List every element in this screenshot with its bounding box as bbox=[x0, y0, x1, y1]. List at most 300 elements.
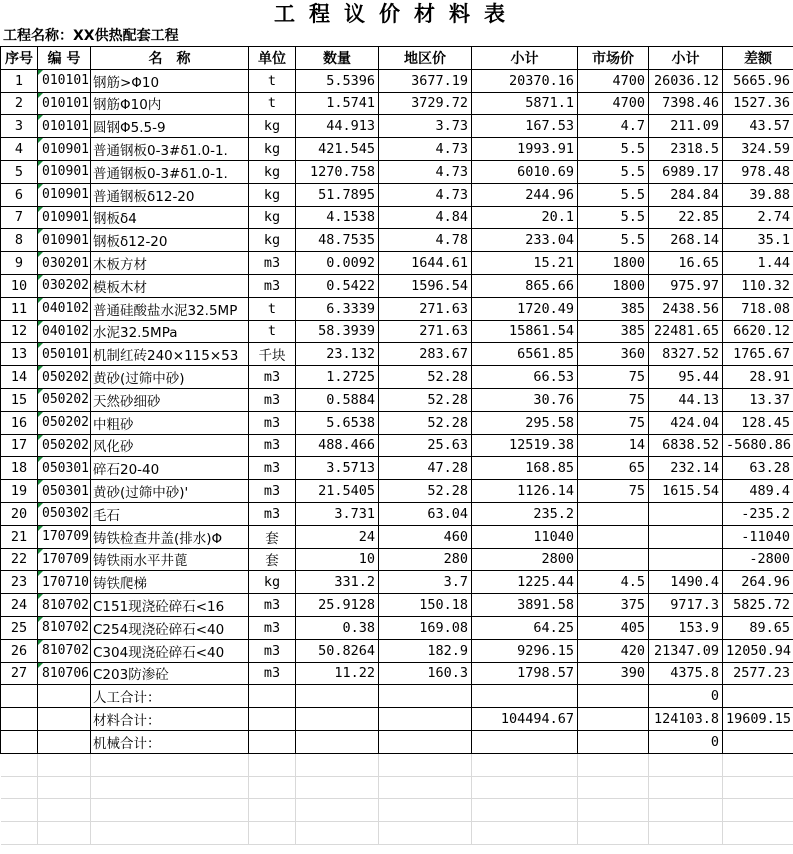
empty-cell[interactable] bbox=[379, 753, 472, 776]
cell-name[interactable]: 机制红砖240×115×53 bbox=[91, 343, 249, 366]
cell-subtotal[interactable]: 235.2 bbox=[472, 502, 578, 525]
cell-regional-price[interactable]: 4.78 bbox=[379, 229, 472, 252]
col-header-market-subtotal[interactable]: 小计 bbox=[649, 47, 723, 70]
cell-market-price[interactable]: 4.7 bbox=[578, 115, 649, 138]
cell-quantity[interactable]: 11.22 bbox=[296, 662, 379, 685]
cell-regional-price[interactable]: 271.63 bbox=[379, 320, 472, 343]
cell-index[interactable]: 13 bbox=[1, 343, 38, 366]
empty-cell[interactable] bbox=[38, 776, 91, 799]
cell-name[interactable]: 钢板δ4 bbox=[91, 206, 249, 229]
cell-index[interactable]: 9 bbox=[1, 252, 38, 275]
empty-cell[interactable] bbox=[296, 799, 379, 822]
empty-cell[interactable] bbox=[91, 799, 249, 822]
cell-code[interactable]: 810702 bbox=[38, 616, 91, 639]
cell-subtotal[interactable]: 12519.38 bbox=[472, 434, 578, 457]
cell-regional-price[interactable] bbox=[379, 685, 472, 708]
cell-quantity[interactable]: 4.1538 bbox=[296, 206, 379, 229]
empty-cell[interactable] bbox=[249, 776, 296, 799]
cell-market-price[interactable]: 385 bbox=[578, 297, 649, 320]
cell-regional-price[interactable]: 52.28 bbox=[379, 366, 472, 389]
cell-code[interactable]: 810702 bbox=[38, 639, 91, 662]
cell-name[interactable]: 木板方材 bbox=[91, 252, 249, 275]
empty-cell[interactable] bbox=[1, 776, 38, 799]
cell-quantity[interactable]: 1.5741 bbox=[296, 92, 379, 115]
cell-market-price[interactable]: 75 bbox=[578, 388, 649, 411]
cell-subtotal[interactable]: 1126.14 bbox=[472, 480, 578, 503]
cell-code[interactable]: 050301 bbox=[38, 480, 91, 503]
cell-index[interactable]: 17 bbox=[1, 434, 38, 457]
cell-subtotal[interactable]: 1798.57 bbox=[472, 662, 578, 685]
cell-subtotal[interactable]: 3891.58 bbox=[472, 594, 578, 617]
cell-index[interactable]: 8 bbox=[1, 229, 38, 252]
cell-code[interactable]: 010101 bbox=[38, 69, 91, 92]
cell-name[interactable]: 中粗砂 bbox=[91, 411, 249, 434]
cell-quantity[interactable] bbox=[296, 708, 379, 731]
col-header-market-price[interactable]: 市场价 bbox=[578, 47, 649, 70]
cell-quantity[interactable]: 0.0092 bbox=[296, 252, 379, 275]
cell-unit[interactable]: kg bbox=[249, 115, 296, 138]
cell-code[interactable]: 170709 bbox=[38, 525, 91, 548]
cell-difference[interactable]: 489.4 bbox=[723, 480, 793, 503]
cell-index[interactable]: 15 bbox=[1, 388, 38, 411]
cell-market-subtotal[interactable]: 975.97 bbox=[649, 274, 723, 297]
cell-unit[interactable]: 千块 bbox=[249, 343, 296, 366]
cell-subtotal[interactable]: 233.04 bbox=[472, 229, 578, 252]
cell-unit[interactable]: kg bbox=[249, 183, 296, 206]
cell-market-subtotal[interactable]: 153.9 bbox=[649, 616, 723, 639]
cell-market-price[interactable]: 4700 bbox=[578, 92, 649, 115]
cell-market-subtotal[interactable]: 2438.56 bbox=[649, 297, 723, 320]
empty-cell[interactable] bbox=[472, 799, 578, 822]
cell-market-price[interactable]: 75 bbox=[578, 366, 649, 389]
cell-code[interactable]: 010901 bbox=[38, 183, 91, 206]
cell-regional-price[interactable]: 283.67 bbox=[379, 343, 472, 366]
cell-quantity[interactable]: 24 bbox=[296, 525, 379, 548]
empty-cell[interactable] bbox=[472, 753, 578, 776]
cell-market-price[interactable]: 5.5 bbox=[578, 229, 649, 252]
cell-market-price[interactable]: 4700 bbox=[578, 69, 649, 92]
cell-market-price[interactable]: 5.5 bbox=[578, 206, 649, 229]
summary-market-subtotal[interactable]: 124103.8 bbox=[649, 708, 723, 731]
empty-cell[interactable] bbox=[1, 799, 38, 822]
cell-quantity[interactable]: 5.6538 bbox=[296, 411, 379, 434]
cell-name[interactable]: 黄砂(过筛中砂)' bbox=[91, 480, 249, 503]
summary-difference[interactable] bbox=[723, 685, 793, 708]
col-header-subtotal[interactable]: 小计 bbox=[472, 47, 578, 70]
cell-code[interactable]: 010101 bbox=[38, 92, 91, 115]
cell-difference[interactable]: 128.45 bbox=[723, 411, 793, 434]
cell-subtotal[interactable]: 15861.54 bbox=[472, 320, 578, 343]
cell-market-price[interactable] bbox=[578, 502, 649, 525]
cell-unit[interactable]: kg bbox=[249, 571, 296, 594]
cell-index[interactable]: 22 bbox=[1, 548, 38, 571]
cell-code[interactable]: 050202 bbox=[38, 366, 91, 389]
cell-market-price[interactable]: 75 bbox=[578, 411, 649, 434]
summary-label[interactable]: 人工合计： bbox=[91, 685, 249, 708]
cell-market-subtotal[interactable]: 9717.3 bbox=[649, 594, 723, 617]
cell-name[interactable]: 普通硅酸盐水泥32.5MP bbox=[91, 297, 249, 320]
summary-difference[interactable] bbox=[723, 730, 793, 753]
cell-regional-price[interactable] bbox=[379, 708, 472, 731]
cell-unit[interactable]: kg bbox=[249, 206, 296, 229]
cell-unit[interactable]: m3 bbox=[249, 502, 296, 525]
cell-subtotal[interactable]: 1225.44 bbox=[472, 571, 578, 594]
cell-code[interactable]: 010901 bbox=[38, 229, 91, 252]
cell-subtotal[interactable]: 5871.1 bbox=[472, 92, 578, 115]
cell-index[interactable] bbox=[1, 685, 38, 708]
cell-quantity[interactable]: 10 bbox=[296, 548, 379, 571]
cell-index[interactable]: 14 bbox=[1, 366, 38, 389]
cell-subtotal[interactable]: 20370.16 bbox=[472, 69, 578, 92]
cell-quantity[interactable]: 488.466 bbox=[296, 434, 379, 457]
cell-subtotal[interactable]: 64.25 bbox=[472, 616, 578, 639]
cell-name[interactable]: 普通钢板0-3#δ1.0-1. bbox=[91, 160, 249, 183]
cell-subtotal[interactable]: 9296.15 bbox=[472, 639, 578, 662]
cell-difference[interactable]: 39.88 bbox=[723, 183, 793, 206]
cell-market-subtotal[interactable]: 1615.54 bbox=[649, 480, 723, 503]
cell-difference[interactable]: 28.91 bbox=[723, 366, 793, 389]
cell-unit[interactable] bbox=[249, 708, 296, 731]
cell-unit[interactable]: m3 bbox=[249, 662, 296, 685]
cell-regional-price[interactable]: 1644.61 bbox=[379, 252, 472, 275]
cell-difference[interactable]: -235.2 bbox=[723, 502, 793, 525]
cell-regional-price[interactable]: 169.08 bbox=[379, 616, 472, 639]
cell-code[interactable]: 050302 bbox=[38, 502, 91, 525]
cell-subtotal[interactable]: 1993.91 bbox=[472, 138, 578, 161]
summary-subtotal[interactable] bbox=[472, 685, 578, 708]
cell-regional-price[interactable]: 150.18 bbox=[379, 594, 472, 617]
cell-market-price[interactable]: 360 bbox=[578, 343, 649, 366]
col-header-name[interactable]: 名 称 bbox=[91, 47, 249, 70]
cell-regional-price[interactable] bbox=[379, 730, 472, 753]
cell-regional-price[interactable]: 1596.54 bbox=[379, 274, 472, 297]
cell-quantity[interactable]: 6.3339 bbox=[296, 297, 379, 320]
cell-market-subtotal[interactable]: 22481.65 bbox=[649, 320, 723, 343]
cell-index[interactable]: 26 bbox=[1, 639, 38, 662]
cell-difference[interactable]: -5680.86 bbox=[723, 434, 793, 457]
cell-unit[interactable]: 套 bbox=[249, 548, 296, 571]
cell-market-subtotal[interactable]: 6838.52 bbox=[649, 434, 723, 457]
cell-market-price[interactable] bbox=[578, 730, 649, 753]
cell-code[interactable]: 170709 bbox=[38, 548, 91, 571]
cell-regional-price[interactable]: 160.3 bbox=[379, 662, 472, 685]
cell-unit[interactable]: kg bbox=[249, 229, 296, 252]
cell-market-subtotal[interactable]: 16.65 bbox=[649, 252, 723, 275]
cell-name[interactable]: 毛石 bbox=[91, 502, 249, 525]
cell-index[interactable]: 3 bbox=[1, 115, 38, 138]
cell-quantity[interactable]: 3.5713 bbox=[296, 457, 379, 480]
empty-cell[interactable] bbox=[91, 776, 249, 799]
cell-difference[interactable]: 1.44 bbox=[723, 252, 793, 275]
cell-subtotal[interactable]: 168.85 bbox=[472, 457, 578, 480]
cell-difference[interactable]: 89.65 bbox=[723, 616, 793, 639]
cell-quantity[interactable]: 1.2725 bbox=[296, 366, 379, 389]
empty-cell[interactable] bbox=[296, 776, 379, 799]
cell-difference[interactable]: 978.48 bbox=[723, 160, 793, 183]
cell-unit[interactable]: m3 bbox=[249, 411, 296, 434]
cell-difference[interactable]: 324.59 bbox=[723, 138, 793, 161]
cell-regional-price[interactable]: 3677.19 bbox=[379, 69, 472, 92]
cell-quantity[interactable]: 25.9128 bbox=[296, 594, 379, 617]
cell-index[interactable]: 25 bbox=[1, 616, 38, 639]
cell-subtotal[interactable]: 6561.85 bbox=[472, 343, 578, 366]
empty-cell[interactable] bbox=[38, 753, 91, 776]
cell-market-subtotal[interactable]: 232.14 bbox=[649, 457, 723, 480]
cell-unit[interactable]: m3 bbox=[249, 434, 296, 457]
cell-index[interactable]: 7 bbox=[1, 206, 38, 229]
cell-difference[interactable]: 35.1 bbox=[723, 229, 793, 252]
cell-market-price[interactable]: 75 bbox=[578, 480, 649, 503]
empty-cell[interactable] bbox=[723, 753, 793, 776]
cell-name[interactable]: C304现浇砼碎石<40 bbox=[91, 639, 249, 662]
cell-regional-price[interactable]: 460 bbox=[379, 525, 472, 548]
summary-market-subtotal[interactable]: 0 bbox=[649, 685, 723, 708]
cell-name[interactable]: 碎石20-40 bbox=[91, 457, 249, 480]
empty-cell[interactable] bbox=[649, 822, 723, 845]
cell-market-subtotal[interactable]: 2318.5 bbox=[649, 138, 723, 161]
cell-regional-price[interactable]: 47.28 bbox=[379, 457, 472, 480]
cell-market-subtotal[interactable]: 211.09 bbox=[649, 115, 723, 138]
cell-quantity[interactable] bbox=[296, 685, 379, 708]
cell-difference[interactable]: 1527.36 bbox=[723, 92, 793, 115]
cell-index[interactable]: 23 bbox=[1, 571, 38, 594]
cell-quantity[interactable]: 58.3939 bbox=[296, 320, 379, 343]
empty-cell[interactable] bbox=[296, 822, 379, 845]
col-header-quantity[interactable]: 数量 bbox=[296, 47, 379, 70]
cell-index[interactable]: 27 bbox=[1, 662, 38, 685]
cell-name[interactable]: C203防渗砼 bbox=[91, 662, 249, 685]
cell-market-price[interactable]: 14 bbox=[578, 434, 649, 457]
cell-index[interactable]: 2 bbox=[1, 92, 38, 115]
cell-unit[interactable]: m3 bbox=[249, 252, 296, 275]
cell-unit[interactable]: kg bbox=[249, 160, 296, 183]
cell-unit[interactable]: t bbox=[249, 92, 296, 115]
cell-difference[interactable]: 1765.67 bbox=[723, 343, 793, 366]
cell-market-subtotal[interactable] bbox=[649, 548, 723, 571]
summary-subtotal[interactable] bbox=[472, 730, 578, 753]
cell-quantity[interactable]: 331.2 bbox=[296, 571, 379, 594]
cell-code[interactable] bbox=[38, 708, 91, 731]
cell-difference[interactable]: 6620.12 bbox=[723, 320, 793, 343]
cell-unit[interactable]: kg bbox=[249, 138, 296, 161]
empty-cell[interactable] bbox=[38, 822, 91, 845]
cell-regional-price[interactable]: 52.28 bbox=[379, 480, 472, 503]
cell-unit[interactable]: m3 bbox=[249, 388, 296, 411]
empty-cell[interactable] bbox=[249, 753, 296, 776]
cell-market-subtotal[interactable]: 7398.46 bbox=[649, 92, 723, 115]
cell-regional-price[interactable]: 52.28 bbox=[379, 411, 472, 434]
cell-code[interactable]: 030202 bbox=[38, 274, 91, 297]
cell-quantity[interactable]: 21.5405 bbox=[296, 480, 379, 503]
cell-index[interactable]: 5 bbox=[1, 160, 38, 183]
cell-difference[interactable]: -11040 bbox=[723, 525, 793, 548]
cell-market-subtotal[interactable]: 284.84 bbox=[649, 183, 723, 206]
cell-regional-price[interactable]: 4.73 bbox=[379, 138, 472, 161]
cell-difference[interactable]: 2.74 bbox=[723, 206, 793, 229]
cell-difference[interactable]: 5665.96 bbox=[723, 69, 793, 92]
cell-subtotal[interactable]: 244.96 bbox=[472, 183, 578, 206]
cell-market-price[interactable]: 390 bbox=[578, 662, 649, 685]
cell-subtotal[interactable]: 11040 bbox=[472, 525, 578, 548]
cell-unit[interactable]: t bbox=[249, 320, 296, 343]
cell-name[interactable]: 圆钢Φ5.5-9 bbox=[91, 115, 249, 138]
cell-market-price[interactable]: 385 bbox=[578, 320, 649, 343]
cell-index[interactable]: 12 bbox=[1, 320, 38, 343]
cell-name[interactable]: C151现浇砼碎石<16 bbox=[91, 594, 249, 617]
cell-quantity[interactable]: 5.5396 bbox=[296, 69, 379, 92]
col-header-unit[interactable]: 单位 bbox=[249, 47, 296, 70]
cell-market-price[interactable] bbox=[578, 685, 649, 708]
cell-code[interactable]: 030201 bbox=[38, 252, 91, 275]
cell-market-subtotal[interactable]: 424.04 bbox=[649, 411, 723, 434]
cell-subtotal[interactable]: 20.1 bbox=[472, 206, 578, 229]
cell-index[interactable] bbox=[1, 730, 38, 753]
cell-code[interactable]: 810702 bbox=[38, 594, 91, 617]
cell-code[interactable]: 010901 bbox=[38, 160, 91, 183]
cell-quantity[interactable]: 23.132 bbox=[296, 343, 379, 366]
cell-name[interactable]: 普通钢板δ12-20 bbox=[91, 183, 249, 206]
cell-quantity[interactable]: 0.38 bbox=[296, 616, 379, 639]
cell-regional-price[interactable]: 280 bbox=[379, 548, 472, 571]
cell-market-price[interactable]: 420 bbox=[578, 639, 649, 662]
empty-cell[interactable] bbox=[472, 822, 578, 845]
cell-unit[interactable]: m3 bbox=[249, 594, 296, 617]
summary-subtotal[interactable]: 104494.67 bbox=[472, 708, 578, 731]
col-header-code[interactable]: 编 号 bbox=[38, 47, 91, 70]
cell-quantity[interactable] bbox=[296, 730, 379, 753]
cell-regional-price[interactable]: 25.63 bbox=[379, 434, 472, 457]
empty-cell[interactable] bbox=[649, 776, 723, 799]
cell-subtotal[interactable]: 15.21 bbox=[472, 252, 578, 275]
cell-code[interactable] bbox=[38, 685, 91, 708]
cell-subtotal[interactable]: 865.66 bbox=[472, 274, 578, 297]
cell-market-price[interactable] bbox=[578, 548, 649, 571]
summary-market-subtotal[interactable]: 0 bbox=[649, 730, 723, 753]
empty-cell[interactable] bbox=[578, 776, 649, 799]
cell-difference[interactable]: 2577.23 bbox=[723, 662, 793, 685]
empty-cell[interactable] bbox=[578, 799, 649, 822]
cell-unit[interactable]: t bbox=[249, 297, 296, 320]
cell-code[interactable] bbox=[38, 730, 91, 753]
empty-cell[interactable] bbox=[649, 799, 723, 822]
cell-market-subtotal[interactable]: 8327.52 bbox=[649, 343, 723, 366]
cell-name[interactable]: 铸铁检查井盖(排水)Φ bbox=[91, 525, 249, 548]
cell-index[interactable]: 24 bbox=[1, 594, 38, 617]
cell-regional-price[interactable]: 52.28 bbox=[379, 388, 472, 411]
empty-cell[interactable] bbox=[578, 753, 649, 776]
empty-cell[interactable] bbox=[723, 799, 793, 822]
cell-market-price[interactable] bbox=[578, 708, 649, 731]
cell-market-price[interactable]: 5.5 bbox=[578, 138, 649, 161]
cell-unit[interactable]: m3 bbox=[249, 480, 296, 503]
cell-regional-price[interactable]: 271.63 bbox=[379, 297, 472, 320]
cell-difference[interactable]: 110.32 bbox=[723, 274, 793, 297]
cell-index[interactable]: 18 bbox=[1, 457, 38, 480]
cell-index[interactable]: 19 bbox=[1, 480, 38, 503]
cell-name[interactable]: 模板木材 bbox=[91, 274, 249, 297]
cell-code[interactable]: 050202 bbox=[38, 434, 91, 457]
col-header-index[interactable]: 序号 bbox=[1, 47, 38, 70]
cell-difference[interactable]: 5825.72 bbox=[723, 594, 793, 617]
cell-quantity[interactable]: 0.5884 bbox=[296, 388, 379, 411]
col-header-regional-price[interactable]: 地区价 bbox=[379, 47, 472, 70]
cell-market-subtotal[interactable]: 44.13 bbox=[649, 388, 723, 411]
cell-regional-price[interactable]: 3729.72 bbox=[379, 92, 472, 115]
cell-index[interactable]: 6 bbox=[1, 183, 38, 206]
cell-code[interactable]: 010101 bbox=[38, 115, 91, 138]
empty-cell[interactable] bbox=[91, 822, 249, 845]
cell-name[interactable]: 钢板δ12-20 bbox=[91, 229, 249, 252]
empty-cell[interactable] bbox=[1, 753, 38, 776]
cell-regional-price[interactable]: 4.73 bbox=[379, 160, 472, 183]
cell-name[interactable]: 天然砂细砂 bbox=[91, 388, 249, 411]
cell-market-price[interactable]: 5.5 bbox=[578, 160, 649, 183]
cell-unit[interactable]: m3 bbox=[249, 639, 296, 662]
cell-quantity[interactable]: 3.731 bbox=[296, 502, 379, 525]
cell-unit[interactable]: m3 bbox=[249, 457, 296, 480]
cell-code[interactable]: 040102 bbox=[38, 320, 91, 343]
cell-name[interactable]: 风化砂 bbox=[91, 434, 249, 457]
empty-cell[interactable] bbox=[578, 822, 649, 845]
cell-subtotal[interactable]: 6010.69 bbox=[472, 160, 578, 183]
empty-cell[interactable] bbox=[38, 799, 91, 822]
cell-index[interactable]: 16 bbox=[1, 411, 38, 434]
cell-quantity[interactable]: 0.5422 bbox=[296, 274, 379, 297]
empty-cell[interactable] bbox=[649, 753, 723, 776]
cell-unit[interactable] bbox=[249, 685, 296, 708]
cell-name[interactable]: 钢筋>Φ10 bbox=[91, 69, 249, 92]
empty-cell[interactable] bbox=[296, 753, 379, 776]
cell-index[interactable]: 10 bbox=[1, 274, 38, 297]
cell-quantity[interactable]: 1270.758 bbox=[296, 160, 379, 183]
empty-cell[interactable] bbox=[1, 822, 38, 845]
cell-difference[interactable]: 43.57 bbox=[723, 115, 793, 138]
cell-quantity[interactable]: 51.7895 bbox=[296, 183, 379, 206]
summary-label[interactable]: 材料合计： bbox=[91, 708, 249, 731]
cell-difference[interactable]: 63.28 bbox=[723, 457, 793, 480]
col-header-difference[interactable]: 差额 bbox=[723, 47, 793, 70]
cell-code[interactable]: 810706 bbox=[38, 662, 91, 685]
cell-index[interactable]: 21 bbox=[1, 525, 38, 548]
cell-subtotal[interactable]: 167.53 bbox=[472, 115, 578, 138]
cell-regional-price[interactable]: 4.73 bbox=[379, 183, 472, 206]
cell-regional-price[interactable]: 4.84 bbox=[379, 206, 472, 229]
empty-cell[interactable] bbox=[379, 822, 472, 845]
cell-subtotal[interactable]: 30.76 bbox=[472, 388, 578, 411]
empty-cell[interactable] bbox=[723, 822, 793, 845]
cell-market-subtotal[interactable]: 4375.8 bbox=[649, 662, 723, 685]
cell-name[interactable]: 铸铁爬梯 bbox=[91, 571, 249, 594]
cell-market-price[interactable]: 405 bbox=[578, 616, 649, 639]
empty-cell[interactable] bbox=[249, 799, 296, 822]
cell-unit[interactable]: m3 bbox=[249, 274, 296, 297]
cell-market-price[interactable]: 1800 bbox=[578, 274, 649, 297]
cell-difference[interactable]: 264.96 bbox=[723, 571, 793, 594]
cell-unit[interactable]: m3 bbox=[249, 616, 296, 639]
cell-index[interactable]: 1 bbox=[1, 69, 38, 92]
empty-cell[interactable] bbox=[723, 776, 793, 799]
summary-label[interactable]: 机械合计： bbox=[91, 730, 249, 753]
cell-quantity[interactable]: 50.8264 bbox=[296, 639, 379, 662]
cell-name[interactable]: 铸铁雨水平井蓖 bbox=[91, 548, 249, 571]
cell-market-subtotal[interactable]: 22.85 bbox=[649, 206, 723, 229]
cell-code[interactable]: 050202 bbox=[38, 388, 91, 411]
cell-unit[interactable]: t bbox=[249, 69, 296, 92]
cell-name[interactable]: 水泥32.5MPa bbox=[91, 320, 249, 343]
cell-name[interactable]: 黄砂(过筛中砂) bbox=[91, 366, 249, 389]
cell-subtotal[interactable]: 66.53 bbox=[472, 366, 578, 389]
cell-regional-price[interactable]: 182.9 bbox=[379, 639, 472, 662]
